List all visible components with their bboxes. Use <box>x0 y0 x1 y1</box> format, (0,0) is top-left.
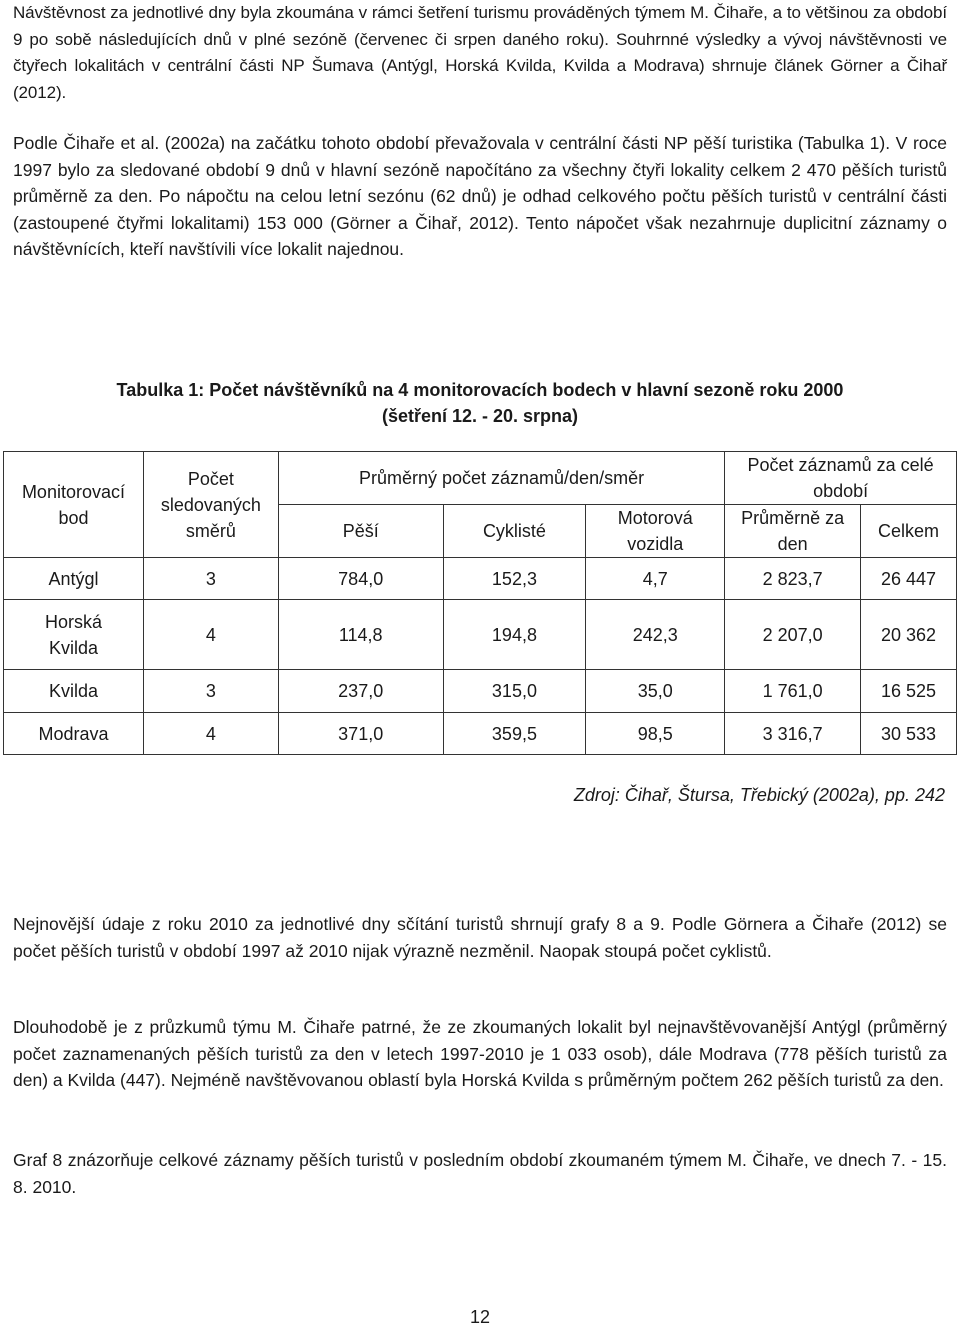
cell-name: Horská Kvilda <box>4 600 144 670</box>
cell-total: 16 525 <box>861 670 957 713</box>
cell-vehicles: 98,5 <box>586 713 725 755</box>
header-total-group: Počet záznamů za celé období <box>725 452 957 505</box>
cell-walkers: 784,0 <box>278 558 443 600</box>
page-number: 12 <box>469 1307 491 1327</box>
cell-cyclists: 315,0 <box>443 670 586 713</box>
cell-total: 20 362 <box>861 600 957 670</box>
cell-average-per-day: 2 207,0 <box>725 600 861 670</box>
header-walkers: Pěší <box>278 505 443 558</box>
header-total: Celkem <box>861 505 957 558</box>
cell-directions: 3 <box>143 670 278 713</box>
header-directions: Počet sledovaných směrů <box>143 452 278 558</box>
cell-average-per-day: 2 823,7 <box>725 558 861 600</box>
cell-walkers: 237,0 <box>278 670 443 713</box>
table-source: Zdroj: Čihař, Štursa, Třebický (2002a), pp. 242 <box>573 785 945 805</box>
cell-name: Antýgl <box>4 558 144 600</box>
cell-name: Kvilda <box>4 670 144 713</box>
header-average-per-day: Průměrně za den <box>725 505 861 558</box>
cell-directions: 4 <box>143 600 278 670</box>
table-row <box>4 558 957 600</box>
cell-cyclists: 152,3 <box>443 558 586 600</box>
cell-name: Modrava <box>4 713 144 755</box>
cell-walkers: 114,8 <box>278 600 443 670</box>
cell-cyclists: 359,5 <box>443 713 586 755</box>
cell-total: 30 533 <box>861 713 957 755</box>
visitor-table <box>3 451 957 755</box>
header-cyclists: Cyklisté <box>443 505 586 558</box>
header-vehicles: Motorová vozidla <box>586 505 725 558</box>
cell-average-per-day: 3 316,7 <box>725 713 861 755</box>
table-caption-title: Tabulka 1: Počet návštěvníků na 4 monitorovacích bodech v hlavní sezoně roku 2000 <box>116 380 844 400</box>
cell-vehicles: 4,7 <box>586 558 725 600</box>
cell-cyclists: 194,8 <box>443 600 586 670</box>
walking-tourism-paragraph: Podle Čihaře et al. (2002a) na začátku tohoto období převažovala v centrální části NP pěší turistika (Tabulka 1). V roce 1997 bylo za sledované období 9 dnů v hlavní sezóně napočítáno za všechny čtyři lokality celkem 2 470 pěších turistů průměrně za den. Po nápočtu na celou letní sezónu (62 dnů) je odhad celkového počtu pěších turistů v centrální části (zastoupené čtyřmi lokalitami) 153 000 (Görner a Čihař, 2012). Tento nápočet však nezahrnuje duplicitní záznamy o návštěvnících, kteří navštívili více lokalit najednou. <box>13 133 947 259</box>
cell-directions: 4 <box>143 713 278 755</box>
table-row <box>4 670 957 713</box>
cell-total: 26 447 <box>861 558 957 600</box>
table-row <box>4 600 957 670</box>
intro-paragraph: Návštěvnost za jednotlivé dny byla zkoumána v rámci šetření turismu prováděných týmem M. Čihaře, a to většinou za období 9 po sobě následujících dnů v plné sezóně (červenec či srpen daného roku). Souhrnné výsledky a vývoj návštěvnosti ve čtyřech lokalitách v centrální části NP Šumava (Antýgl, Horská Kvilda, Kvilda a Modrava) shrnuje článek Görner a Čihař (2012). <box>13 3 947 102</box>
header-monitoring-point: Monitorovací bod <box>4 452 144 558</box>
cell-directions: 3 <box>143 558 278 600</box>
header-average-group: Průměrný počet záznamů/den/směr <box>278 452 724 505</box>
cell-walkers: 371,0 <box>278 713 443 755</box>
table-caption-subtitle: (šetření 12. - 20. srpna) <box>381 406 579 426</box>
table-row <box>4 713 957 755</box>
table-caption <box>0 377 960 429</box>
graph-intro-paragraph: Graf 8 znázorňuje celkové záznamy pěších turistů v posledním období zkoumaném týmem M. Čihaře, ve dnech 7. - 15. 8. 2010. <box>13 1150 947 1197</box>
long-term-paragraph: Dlouhodobě je z průzkumů týmu M. Čihaře patrné, že ze zkoumaných lokalit byl nejnavštěvovanější Antýgl (průměrný počet zaznamenaných pěších turistů za den v letech 1997-2010 je 1 033 osob), dále Modrava (778 pěších turistů za den) a Kvilda (447). Nejméně navštěvovanou oblastí byla Horská Kvilda s průměrným počtem 262 pěších turistů za den. <box>13 1017 947 1090</box>
cell-vehicles: 35,0 <box>586 670 725 713</box>
recent-data-paragraph: Nejnovější údaje z roku 2010 za jednotlivé dny sčítání turistů shrnují grafy 8 a 9. Podle Görnera a Čihaře (2012) se počet pěších turistů v období 1997 až 2010 nijak výrazně nezměnil. Naopak stoupá počet cyklistů. <box>13 914 947 961</box>
cell-vehicles: 242,3 <box>586 600 725 670</box>
cell-average-per-day: 1 761,0 <box>725 670 861 713</box>
